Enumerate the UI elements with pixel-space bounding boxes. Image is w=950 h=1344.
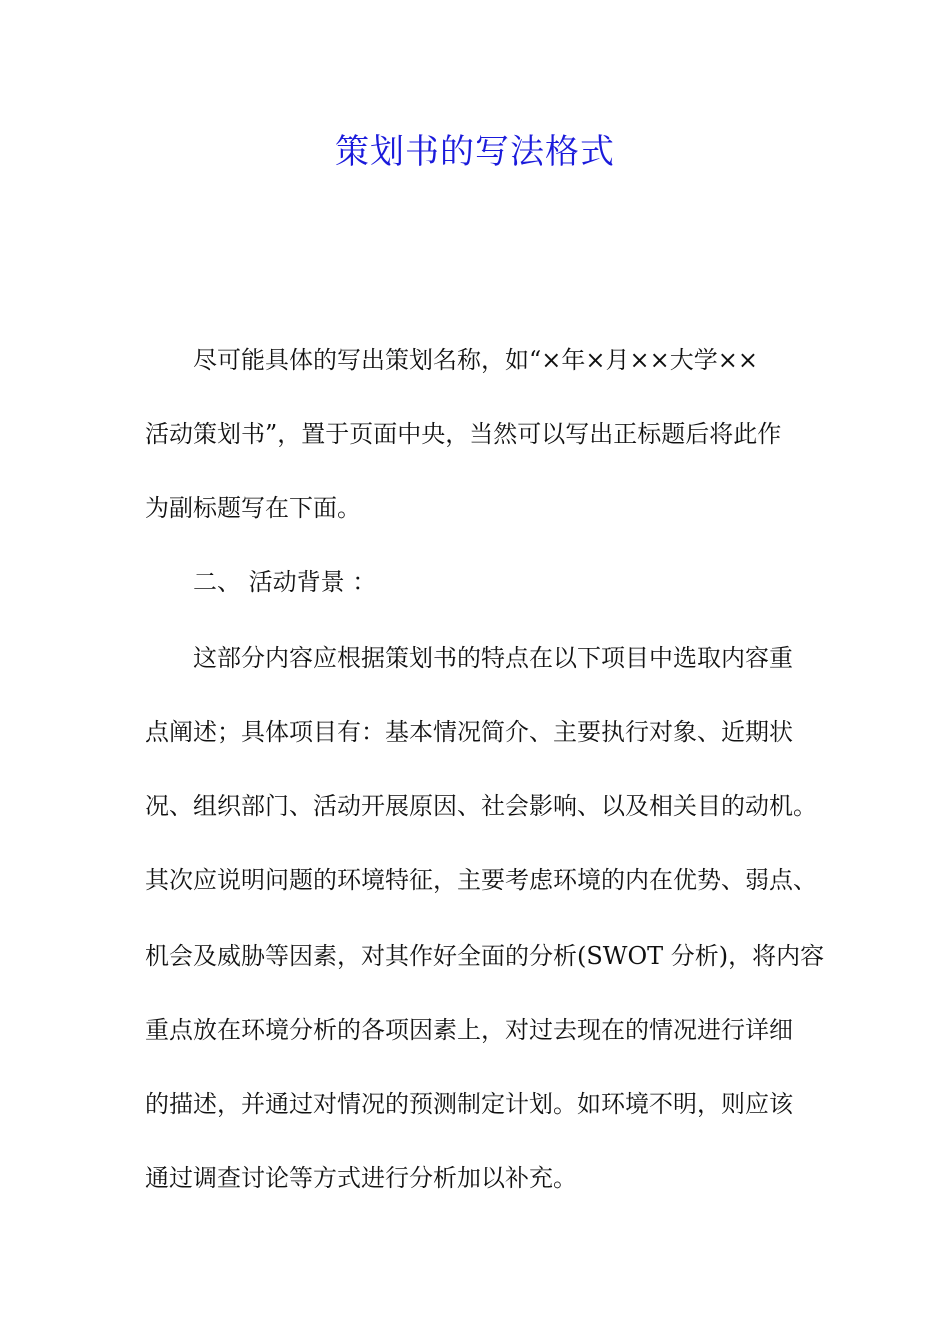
paragraph-line: 的描述，并通过对情况的预测制定计划。如环境不明，则应该: [145, 1090, 793, 1118]
paragraph-line: 其次应说明问题的环境特征，主要考虑环境的内在优势、弱点、: [145, 866, 817, 894]
section-heading: 二、 活动背景 ：: [193, 568, 377, 596]
paragraph-line: 况、组织部门、活动开展原因、社会影响、以及相关目的动机。: [145, 792, 817, 820]
paragraph-line: 活动策划书”，置于页面中央，当然可以写出正标题后将此作: [145, 420, 782, 448]
paragraph-line: 为副标题写在下面。: [145, 494, 361, 522]
paragraph-line: 重点放在环境分析的各项因素上，对过去现在的情况进行详细: [145, 1016, 793, 1044]
paragraph-line: 尽可能具体的写出策划名称，如“×年×月××大学××: [193, 346, 758, 374]
paragraph-line: 点阐述；具体项目有：基本情况简介、主要执行对象、近期状: [145, 718, 793, 746]
paragraph-line: 这部分内容应根据策划书的特点在以下项目中选取内容重: [193, 644, 793, 672]
paragraph-line: 机会及威胁等因素，对其作好全面的分析(SWOT 分析)，将内容: [145, 942, 825, 970]
paragraph-line: 通过调查讨论等方式进行分析加以补充。: [145, 1164, 577, 1192]
document-title: 策划书的写法格式: [335, 132, 615, 172]
